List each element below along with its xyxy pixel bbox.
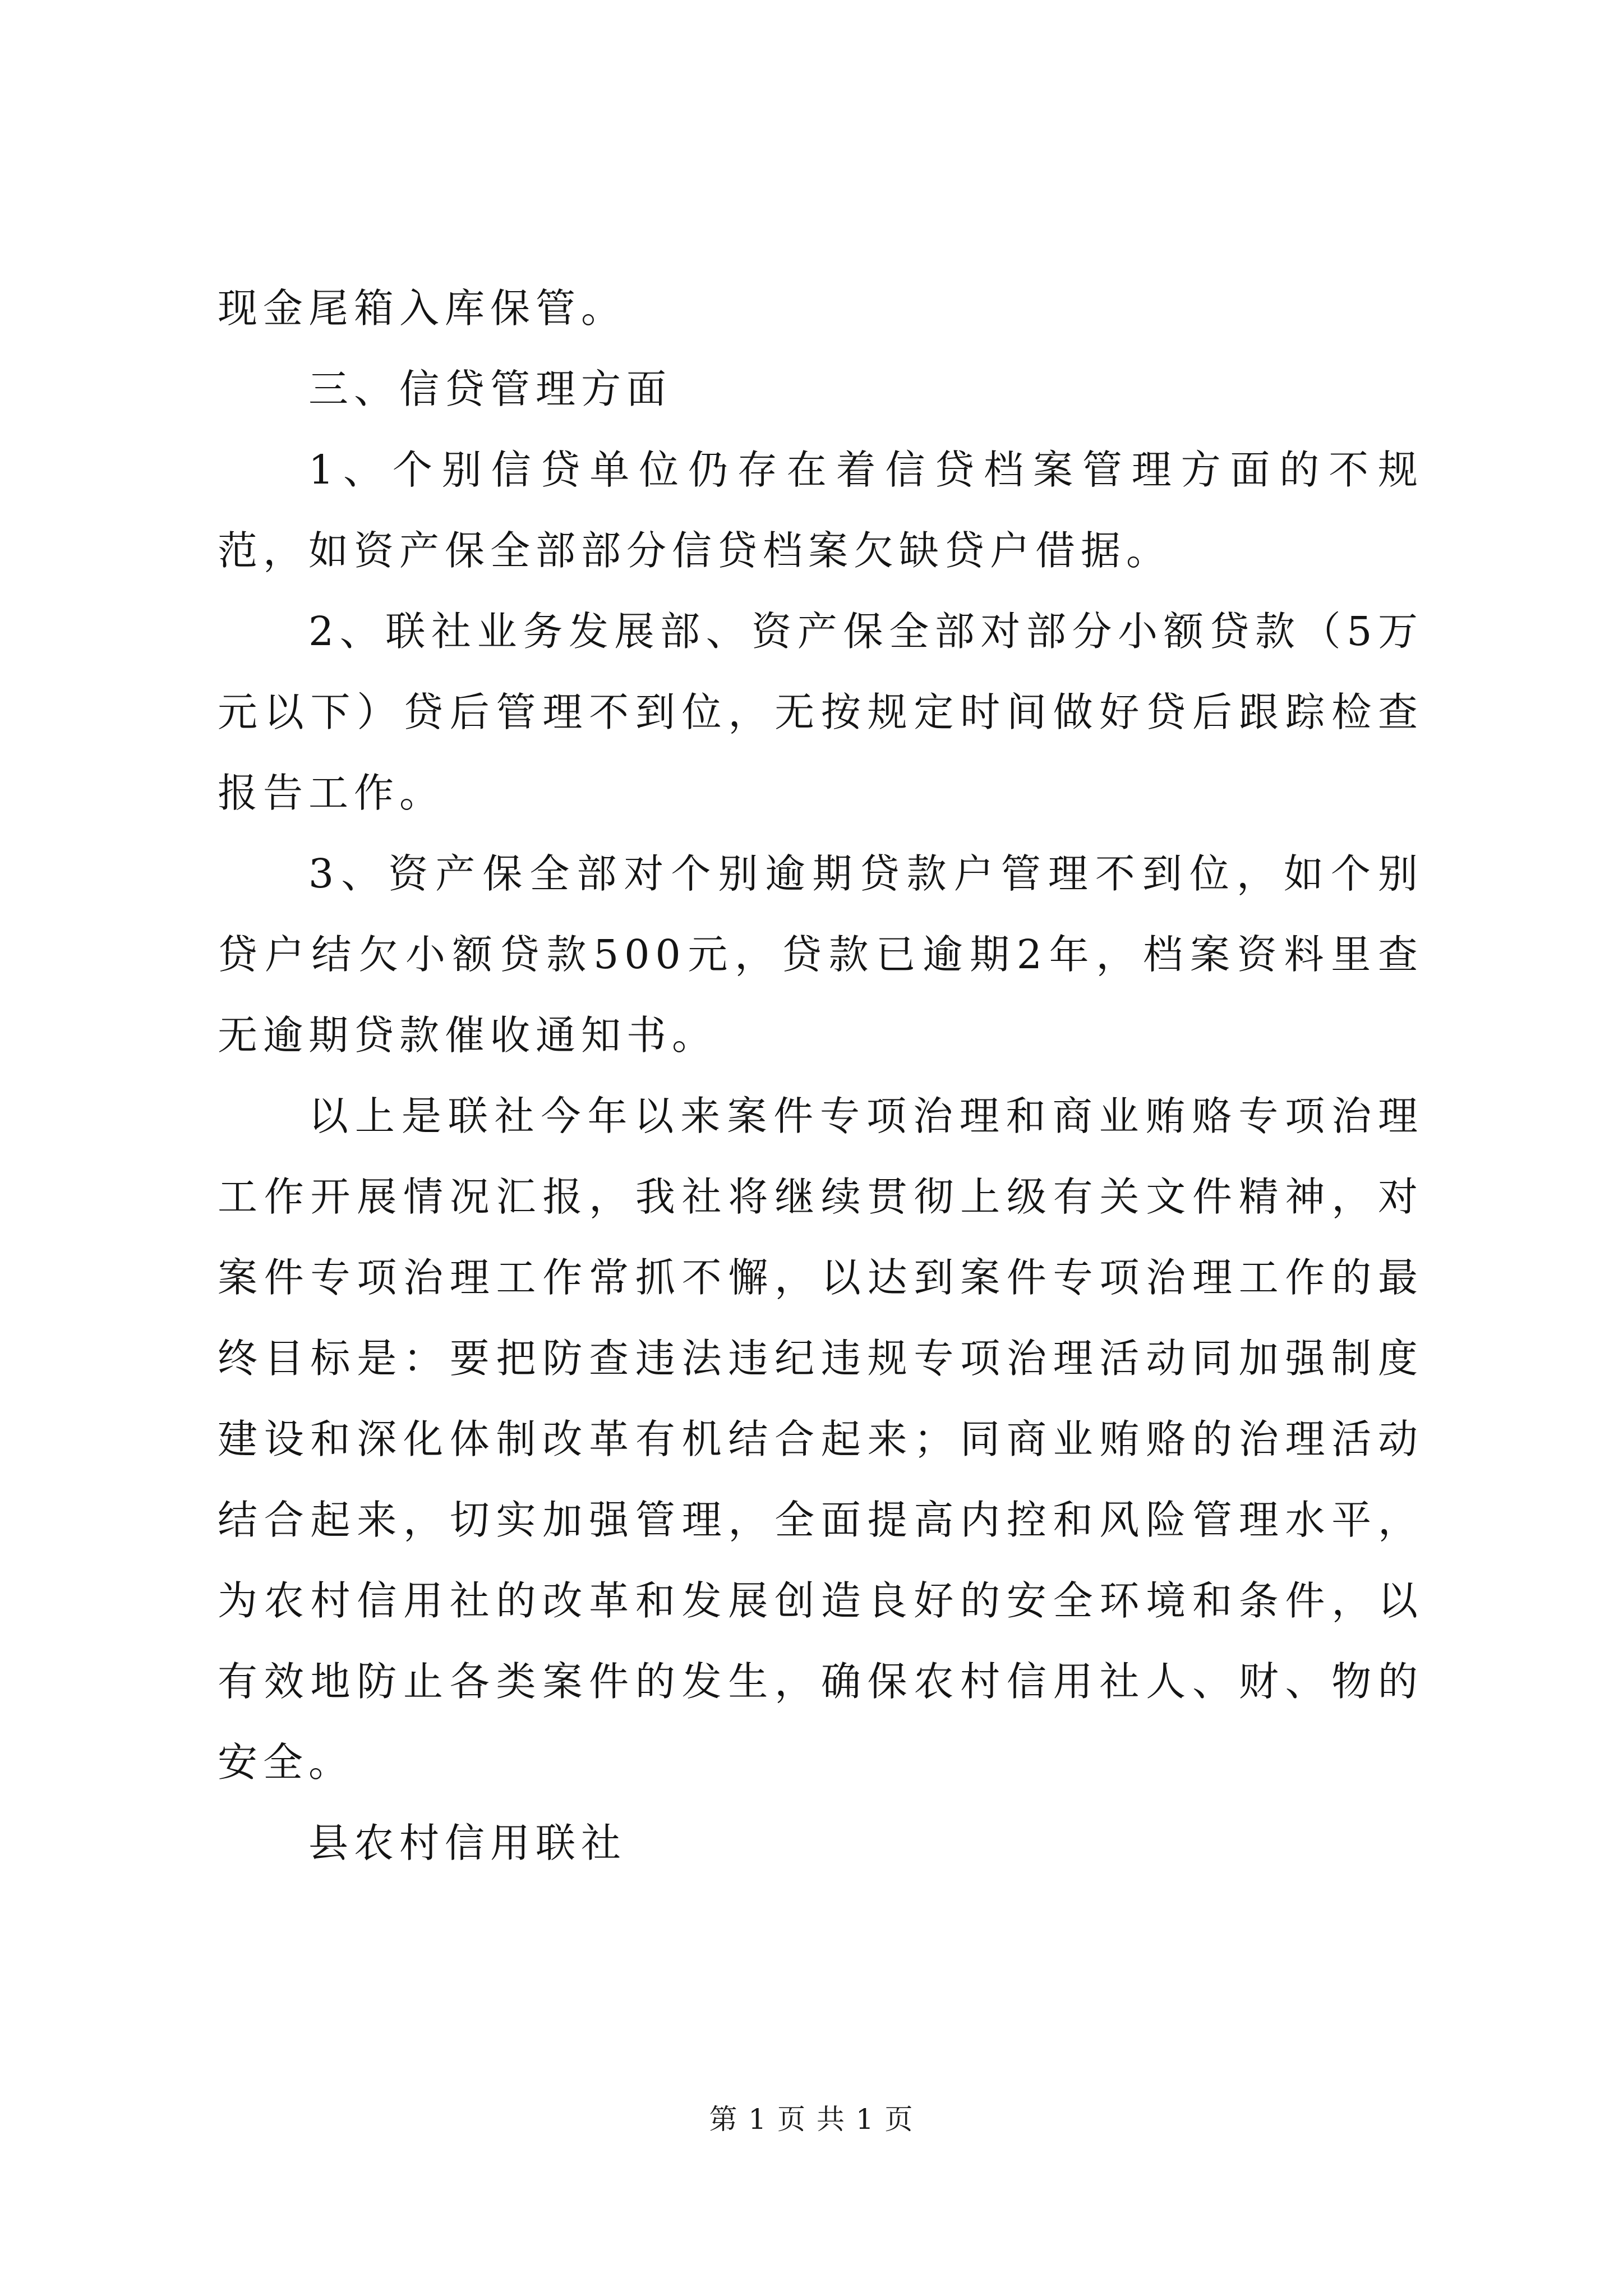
page-number-footer: 第 1 页 共 1 页 [709,2103,914,2136]
paragraph-summary: 以上是联社今年以来案件专项治理和商业贿赂专项治理工作开展情况汇报，我社将继续贯彻上级有关文件精神，对案件专项治理工作常抓不懈，以达到案件专项治理工作的最终目标是：要把防查违法违纪违规专项治理活动同加强制度建设和深化体制改革有机结合起来；同商业贿赂的治理活动结合起来，切实加强管理，全面提高内控和风险管理水平，为农村信用社的改革和发展创造良好的安全环境和条件，以有效地防止各类案件的发生，确保农村信用社人、财、物的安全。 [218,1093,1423,1786]
paragraph-continuation: 现金尾箱入库保管。 [218,285,627,332]
paragraph-item-2: 2、联社业务发展部、资产保全部对部分小额贷款（5万元以下）贷后管理不到位，无按规定时间做好贷后跟踪检查报告工作。 [218,608,1423,816]
paragraph-item-1: 1、个别信贷单位仍存在着信贷档案管理方面的不规范，如资产保全部部分信贷档案欠缺贷户借据。 [218,447,1423,574]
document-body [218,268,1423,1884]
section-heading-credit-management: 三、信贷管理方面 [308,366,672,412]
paragraph-item-3: 3、资产保全部对个别逾期贷款户管理不到位，如个别贷户结欠小额贷款500元，贷款已逾期2年，档案资料里查无逾期贷款催收通知书。 [218,850,1423,1059]
signature-organization: 县农村信用联社 [308,1820,627,1866]
